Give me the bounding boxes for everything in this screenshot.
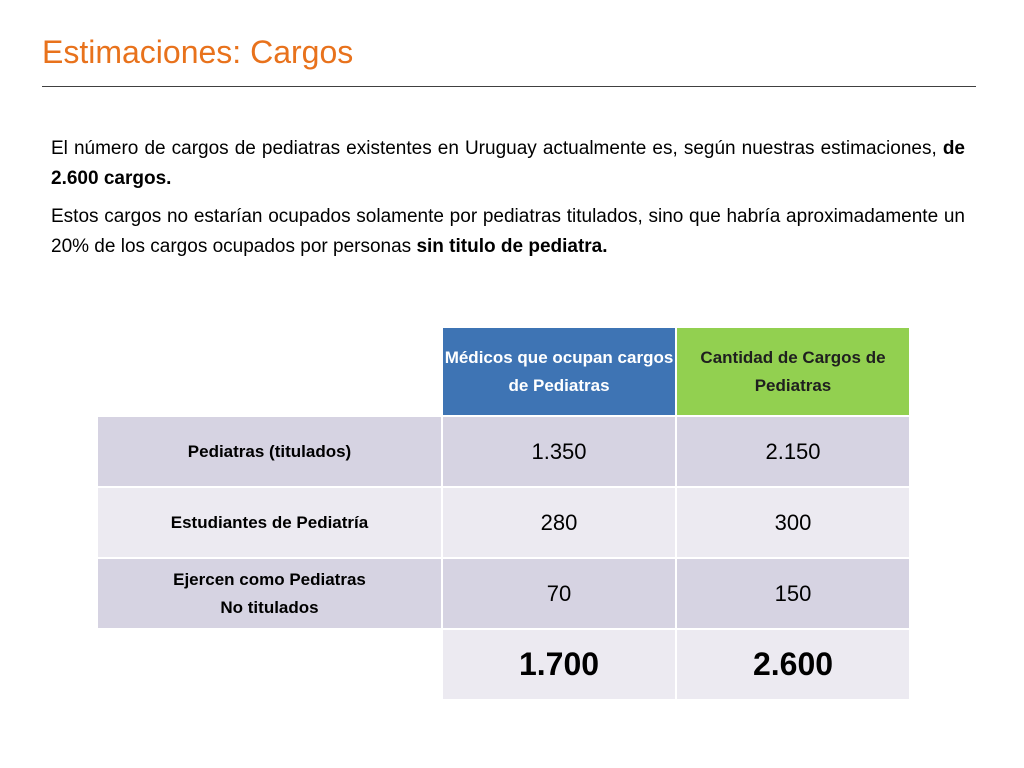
- row-label-line-2: No titulados: [220, 597, 319, 617]
- row-label: Estudiantes de Pediatría: [98, 488, 441, 557]
- paragraph-2-text: Estos cargos no estarían ocupados solamente por pediatras titulados, sino que habría aproximadamente un 20% de los cargos ocupados por personas: [51, 206, 965, 257]
- cell-cargos: 300: [677, 488, 909, 557]
- row-label: [98, 559, 441, 628]
- title-divider: [42, 86, 976, 87]
- cargos-table: [96, 326, 911, 701]
- header-medicos: Médicos que ocupan cargos de Pediatras: [443, 328, 675, 415]
- slide-body: [51, 134, 965, 270]
- paragraph-1-text: El número de cargos de pediatras existentes en Uruguay actualmente es, según nuestras estimaciones,: [51, 138, 943, 159]
- slide-title: Estimaciones: Cargos: [42, 34, 354, 70]
- table-header-row: [98, 328, 909, 415]
- row-label: Pediatras (titulados): [98, 417, 441, 486]
- total-cargos: 2.600: [677, 630, 909, 699]
- table-row: [98, 488, 909, 557]
- table-corner-blank: [98, 328, 441, 415]
- table-total-row: [98, 630, 909, 699]
- total-label-blank: [98, 630, 441, 699]
- row-label-line-1: Ejercen como Pediatras: [173, 569, 366, 589]
- paragraph-1: [51, 134, 965, 194]
- cell-medicos: 70: [443, 559, 675, 628]
- cell-medicos: 280: [443, 488, 675, 557]
- paragraph-1-bold: de 2.600 cargos.: [51, 138, 965, 189]
- paragraph-2-bold: sin titulo de pediatra.: [416, 236, 608, 257]
- header-cargos: Cantidad de Cargos de Pediatras: [677, 328, 909, 415]
- total-medicos: 1.700: [443, 630, 675, 699]
- table-row: [98, 559, 909, 628]
- paragraph-2: [51, 202, 965, 262]
- table-row: [98, 417, 909, 486]
- cell-cargos: 150: [677, 559, 909, 628]
- cell-medicos: 1.350: [443, 417, 675, 486]
- cell-cargos: 2.150: [677, 417, 909, 486]
